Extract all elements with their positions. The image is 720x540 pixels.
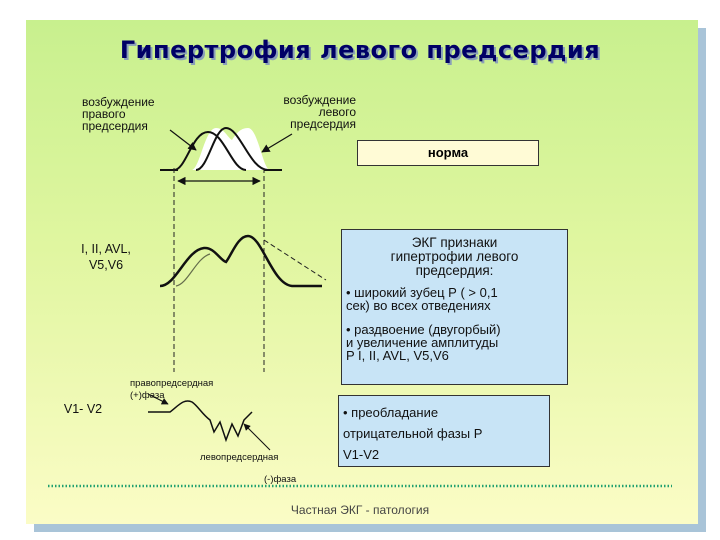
biphasic-p-wave [148,401,252,440]
slide-title: Гипертрофия левого предсердия [119,36,601,64]
bifid-p-wave [160,236,322,286]
negative-phase-text: • преобладание отрицательной фазы Р V1-V2 [343,405,483,462]
sign-item-bifid-p: • раздвоение (двугорбый) и увеличение амплитуды P I, II, AVL, V5,V6 [346,322,501,363]
leads-label: I, II, AVL, V5,V6 [81,242,131,272]
negative-phase-label-1: левопредсердная [200,452,279,463]
footer-text: Частная ЭКГ - патология [290,503,430,517]
ecg-signs-title: ЭКГ признаки гипертрофии левого предсердия: [390,235,519,278]
arrow-left-atrium [262,134,292,152]
arrow-negative-phase [244,424,270,450]
lead-v1v2-label: V1- V2 [63,402,103,416]
positive-phase-label: правопредсердная (+)фаза [130,378,214,401]
sign-item-wide-p: • широкий зубец Р ( > 0,1 сек) во всех отведениях [346,285,498,313]
arrow-right-atrium [170,130,196,150]
dashed-guide-extend [264,240,326,280]
label-right-atrium: возбуждение правого предсердия [82,95,155,133]
arrow-positive-phase [148,394,168,404]
label-left-atrium: возбуждение левого предсердия [283,93,356,131]
norm-box: норма [357,140,539,166]
negative-phase-label-2: (-)фаза [264,474,297,485]
